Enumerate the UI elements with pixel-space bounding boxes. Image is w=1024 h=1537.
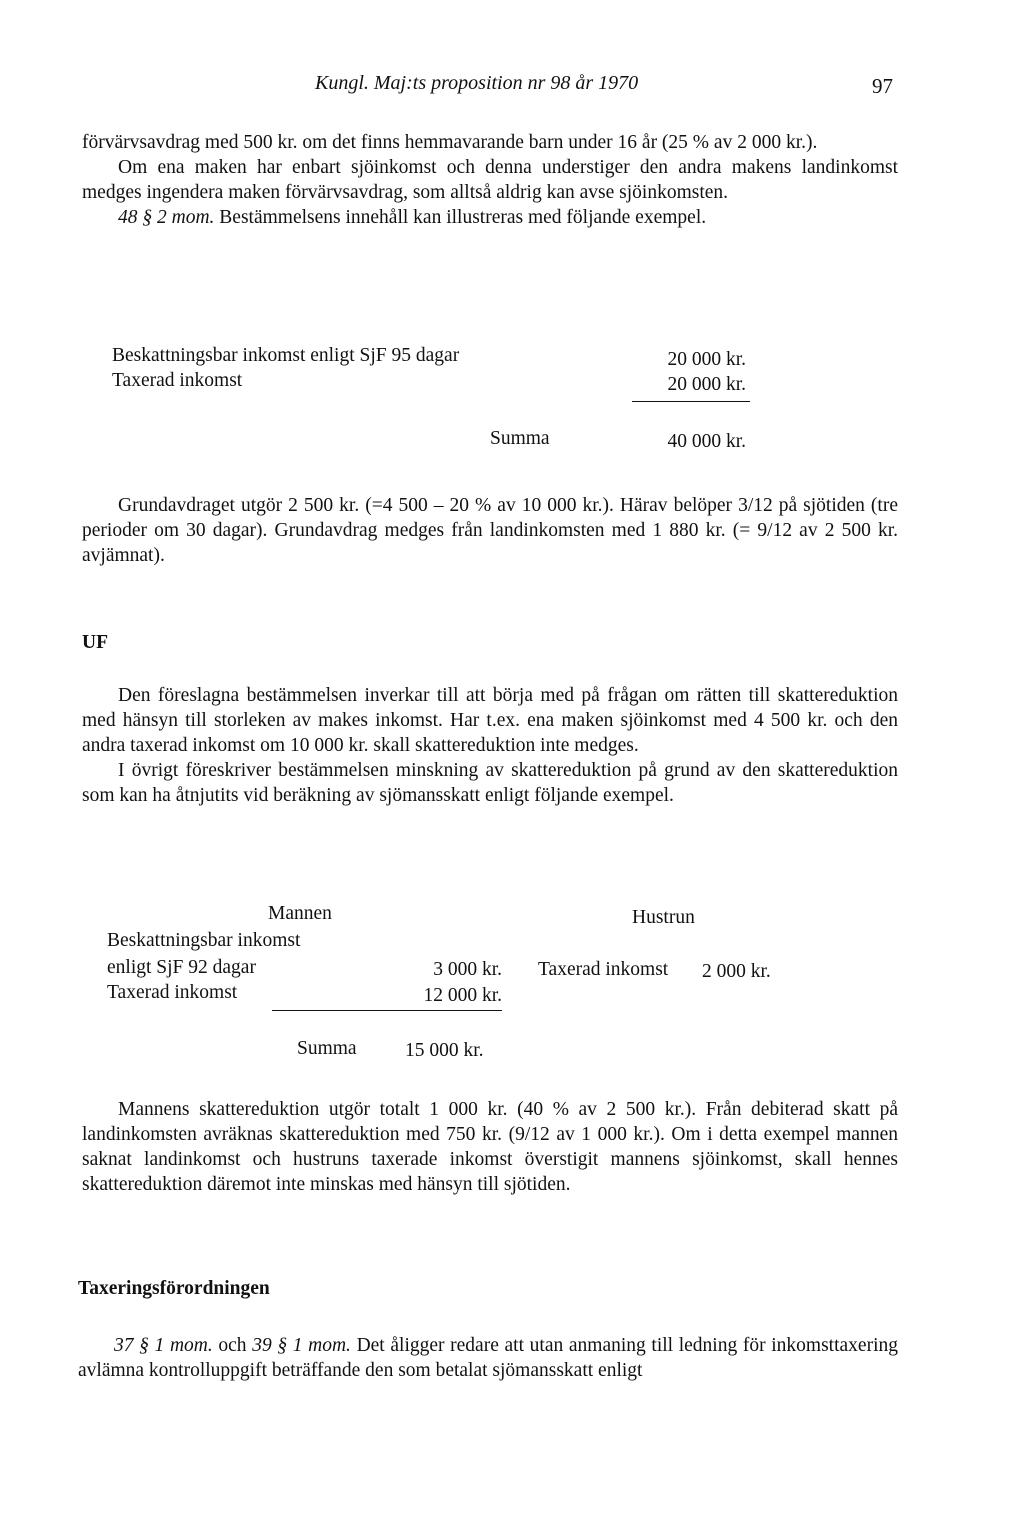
example2-man-row2-value: 3 000 kr. (433, 959, 502, 980)
example2-man-row2-label: enligt SjF 92 dagar (107, 957, 256, 978)
section-heading-taxering: Taxeringsförordningen (78, 1278, 270, 1299)
paragraph: förvärvsavdrag med 500 kr. om det finns hemmavarande barn under 16 år (25 % av 2 000 kr.). (82, 132, 818, 153)
example2-man-row3-label: Taxerad inkomst (107, 982, 238, 1003)
section-uf (82, 683, 898, 808)
section-2 (82, 493, 898, 568)
paragraph (78, 1333, 898, 1383)
example1-row1-label: Beskattningsbar inkomst enligt SjF 95 dagar (112, 345, 460, 366)
paragraph: I övrigt föreskriver bestämmelsen minskning av skattereduktion på grund av den skattereduktion som kan ha åtnjutits vid beräkning av sjömansskatt enligt följande exempel. (82, 760, 898, 806)
example2-wife-row-label: Taxerad inkomst (538, 959, 669, 980)
example2-wife-row-value: 2 000 kr. (702, 961, 771, 982)
paragraph-text: Det åligger redare att utan anmaning till ledning för inkomsttaxering avlämna kontrolluppgift beträffande den som betalat sjömansskatt enligt (78, 1335, 898, 1381)
conjunction: och (212, 1335, 253, 1356)
section-heading-uf: UF (82, 632, 108, 653)
example2-sum-value: 15 000 kr. (405, 1040, 484, 1061)
paragraph: Grundavdraget utgör 2 500 kr. (=4 500 – 20 % av 10 000 kr.). Härav belöper 3/12 på sjötiden (tre perioder om 30 dagar). Grundavdrag medges från landinkomsten med 1 880 kr. (= 9/12 av 2 500 kr. avjämnat). (82, 495, 898, 566)
example1-row1-value: 20 000 kr. (667, 349, 746, 370)
example1-row2-label: Taxerad inkomst (112, 370, 243, 391)
example1-row2-value: 20 000 kr. (667, 374, 746, 395)
example2-wife-heading: Hustrun (632, 907, 695, 928)
running-header: Kungl. Maj:ts proposition nr 98 år 1970 (315, 72, 639, 94)
example2-man-row3-value: 12 000 kr. (423, 985, 502, 1006)
example1-sum-label: Summa (490, 428, 550, 449)
legal-reference: 48 § 2 mom. (118, 207, 215, 228)
example1-sum-value: 40 000 kr. (667, 431, 746, 452)
sum-rule (272, 1010, 502, 1011)
legal-reference: 39 § 1 mom. (252, 1335, 351, 1356)
section-3 (82, 1097, 898, 1197)
page-number: 97 (872, 74, 893, 98)
legal-reference: 37 § 1 mom. (114, 1335, 213, 1356)
example2-sum-label: Summa (297, 1038, 357, 1059)
paragraph (82, 205, 898, 230)
paragraph-text: Bestämmelsens innehåll kan illustreras med följande exempel. (214, 207, 707, 228)
example2-man-heading: Mannen (268, 903, 332, 924)
section-1 (82, 130, 898, 230)
paragraph: Om ena maken har enbart sjöinkomst och denna understiger den andra makens landinkomst medges ingendera maken förvärvsavdrag, som alltså aldrig kan avse sjöinkomsten. (82, 157, 898, 203)
section-taxering (78, 1333, 898, 1383)
paragraph: Den föreslagna bestämmelsen inverkar till att börja med på frågan om rätten till skattereduktion med hänsyn till storleken av makes inkomst. Har t.ex. ena maken sjöinkomst med 4 500 kr. och den andra taxerad inkomst om 10 000 kr. skall skattereduktion inte medges. (82, 685, 898, 756)
example2-man-row1-label: Beskattningsbar inkomst (107, 930, 301, 951)
paragraph: Mannens skattereduktion utgör totalt 1 000 kr. (40 % av 2 500 kr.). Från debiterad skatt på landinkomsten avräknas skattereduktion med 750 kr. (9/12 av 1 000 kr.). Om i detta exempel mannen saknat landinkomst och hustruns taxerade inkomst överstigit mannens sjöinkomst, skall hennes skattereduktion däremot inte minskas med hänsyn till sjötiden. (82, 1099, 898, 1195)
sum-rule (632, 401, 750, 402)
